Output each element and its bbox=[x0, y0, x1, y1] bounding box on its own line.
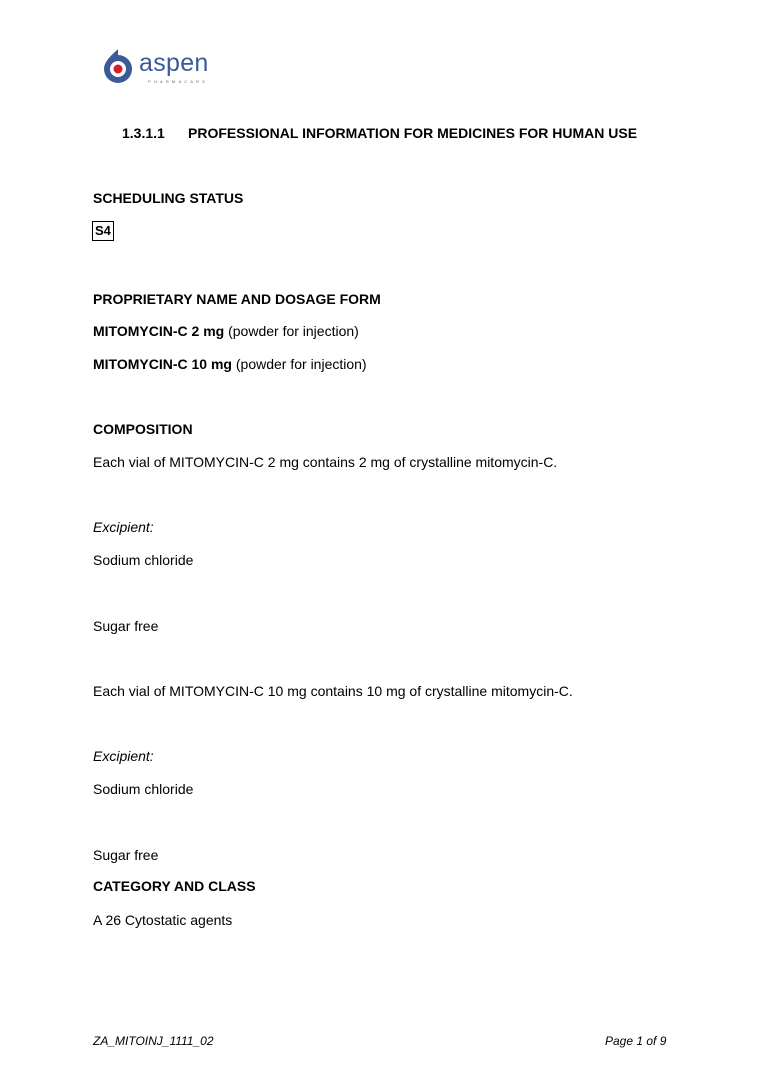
dosage-form: (powder for injection) bbox=[235, 356, 367, 372]
dosage-form: (powder for injection) bbox=[228, 323, 359, 339]
composition-text: Each vial of MITOMYCIN-C 2 mg contains 2 mg of crystalline mitomycin-C. bbox=[93, 454, 558, 470]
proprietary-heading: PROPRIETARY NAME AND DOSAGE FORM bbox=[93, 291, 381, 307]
logo-subtitle: PHARMACARE bbox=[148, 79, 209, 84]
composition-note: Sugar free bbox=[93, 618, 159, 634]
excipient-label: Excipient: bbox=[93, 519, 154, 535]
logo-wordmark: aspen bbox=[139, 49, 209, 77]
excipient-value: Sodium chloride bbox=[93, 781, 194, 797]
proprietary-name: MITOMYCIN-C 2 mg bbox=[93, 323, 225, 339]
scheduling-heading: SCHEDULING STATUS bbox=[93, 190, 244, 206]
scheduling-status-badge: S4 bbox=[92, 221, 114, 241]
proprietary-name: MITOMYCIN-C 10 mg bbox=[93, 356, 232, 372]
composition-note: Sugar free bbox=[93, 847, 159, 863]
excipient-label: Excipient: bbox=[93, 748, 154, 764]
footer-page-number: Page 1 of 9 bbox=[605, 1034, 667, 1048]
section-number: 1.3.1.1 bbox=[122, 125, 165, 141]
composition-text: Each vial of MITOMYCIN-C 10 mg contains 10 mg of crystalline mitomycin-C. bbox=[93, 683, 573, 699]
page-title: PROFESSIONAL INFORMATION FOR MEDICINES FOR HUMAN USE bbox=[188, 125, 638, 141]
aspen-logo-icon bbox=[101, 48, 135, 84]
footer-doc-code: ZA_MITOINJ_1111_02 bbox=[93, 1034, 214, 1048]
excipient-value: Sodium chloride bbox=[93, 552, 194, 568]
proprietary-item bbox=[93, 323, 359, 339]
category-heading: CATEGORY AND CLASS bbox=[93, 878, 256, 894]
composition-heading: COMPOSITION bbox=[93, 421, 193, 437]
category-value: A 26 Cytostatic agents bbox=[93, 912, 233, 928]
proprietary-item bbox=[93, 356, 367, 372]
